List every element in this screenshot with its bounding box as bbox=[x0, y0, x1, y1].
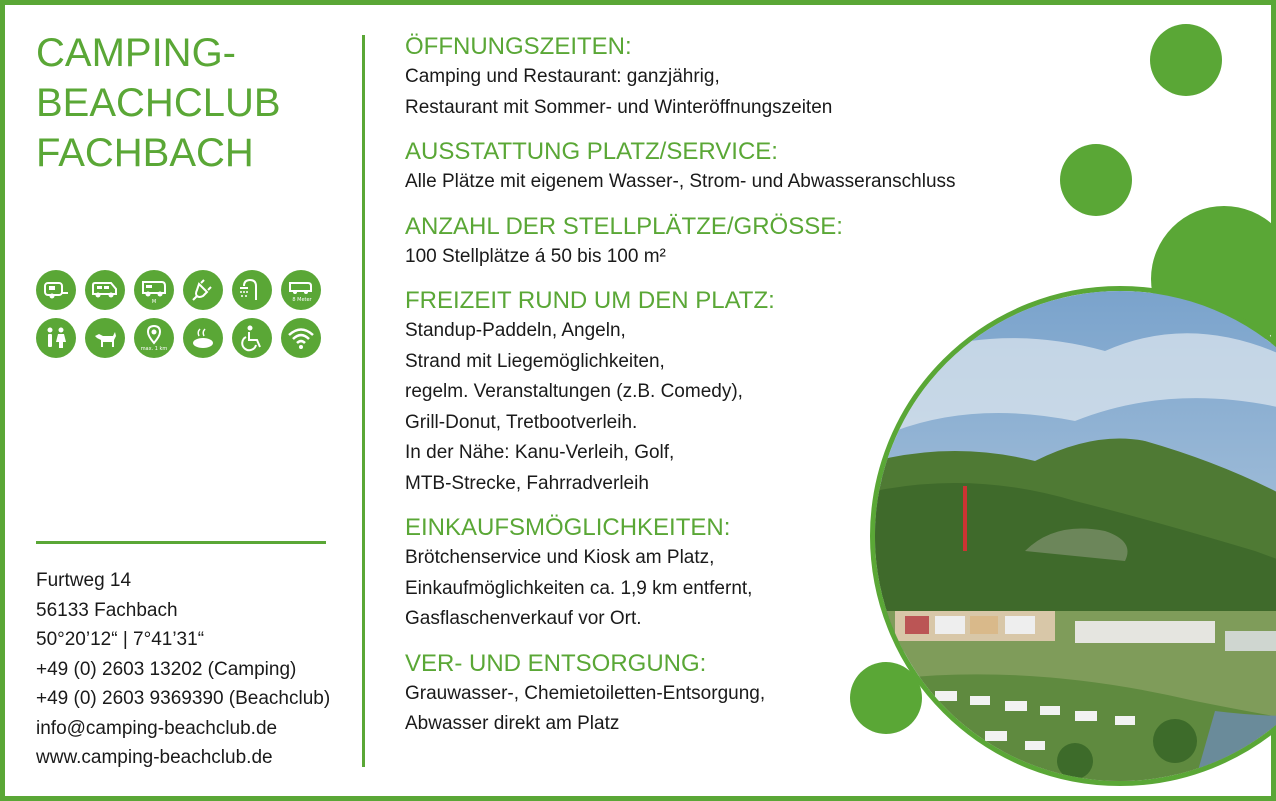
amenity-icon-row-2 bbox=[36, 318, 326, 358]
section-line: Strand mit Liegemöglichkeiten, bbox=[405, 350, 665, 372]
title-line-1: CAMPING- bbox=[36, 31, 236, 75]
address-city: 56133 Fachbach bbox=[36, 599, 178, 621]
section-line: Einkaufmöglichkeiten ca. 1,9 km entfernt, bbox=[405, 577, 753, 599]
address-coordinates: 50°20’12“ | 7°41’31“ bbox=[36, 629, 205, 650]
section-line: Grauwasser-, Chemietoiletten-Entsorgung, bbox=[405, 682, 766, 704]
section-line: Gasflaschenverkauf vor Ort. bbox=[405, 608, 642, 629]
section-line: Camping und Restaurant: ganzjährig, bbox=[405, 66, 720, 87]
power-plug-icon bbox=[183, 270, 223, 310]
camper-van-icon bbox=[85, 270, 125, 310]
amenity-icons bbox=[36, 270, 326, 366]
address-divider bbox=[36, 541, 326, 544]
section-pitches bbox=[405, 212, 965, 273]
decor-circle bbox=[850, 662, 922, 734]
dog-icon bbox=[85, 318, 125, 358]
section-heading: ÖFFNUNGSZEITEN: bbox=[405, 33, 632, 60]
section-line: Grill-Donut, Tretbootverleih. bbox=[405, 411, 638, 433]
section-line: Abwasser direkt am Platz bbox=[405, 713, 620, 734]
contact-block bbox=[36, 566, 356, 773]
decor-circle bbox=[1060, 144, 1132, 216]
section-line: regelm. Veranstaltungen (z.B. Comedy), bbox=[405, 381, 743, 402]
website-url: www.camping-beachclub.de bbox=[36, 747, 273, 768]
motorhome-icon bbox=[134, 270, 174, 310]
email-address: info@camping-beachclub.de bbox=[36, 717, 278, 739]
location-max-1km-icon bbox=[134, 318, 174, 358]
section-heading: EINKAUFSMÖGLICHKEITEN: bbox=[405, 514, 731, 541]
vehicle-length-8-meter-icon bbox=[281, 270, 321, 310]
section-line: In der Nähe: Kanu-Verleih, Golf, bbox=[405, 442, 675, 463]
section-line: Brötchenservice und Kiosk am Platz, bbox=[405, 547, 715, 568]
address-street: Furtweg 14 bbox=[36, 570, 132, 591]
icon-distance-label: max. 1 km bbox=[140, 346, 168, 352]
section-line: Standup-Paddeln, Angeln, bbox=[405, 320, 626, 341]
icon-length-label: 8 Meter bbox=[292, 297, 312, 303]
amenity-icon-row-1 bbox=[36, 270, 326, 310]
section-line: 100 Stellplätze á 50 bis 100 m² bbox=[405, 245, 666, 267]
title-line-3: FACHBACH bbox=[36, 131, 254, 175]
phone-camping: +49 (0) 2603 13202 (Camping) bbox=[36, 658, 297, 680]
shower-icon bbox=[232, 270, 272, 310]
page-title bbox=[36, 28, 336, 178]
toilets-icon bbox=[36, 318, 76, 358]
section-heading: ANZAHL DER STELLPLÄTZE/GRÖSSE: bbox=[405, 212, 843, 240]
info-sections bbox=[405, 32, 965, 754]
caravan-icon bbox=[36, 270, 76, 310]
section-heading: AUSSTATTUNG PLATZ/SERVICE: bbox=[405, 138, 778, 165]
section-heading: FREIZEIT RUND UM DEN PLATZ: bbox=[405, 287, 775, 314]
phone-beachclub: +49 (0) 2603 9369390 (Beachclub) bbox=[36, 688, 331, 709]
section-equipment bbox=[405, 137, 965, 198]
title-line-2: BEACHCLUB bbox=[36, 81, 281, 125]
section-line: Alle Plätze mit eigenem Wasser-, Strom- und Abwasseranschluss bbox=[405, 171, 956, 192]
food-icon bbox=[183, 318, 223, 358]
section-line: MTB-Strecke, Fahrradverleih bbox=[405, 472, 649, 494]
column-divider bbox=[362, 35, 365, 767]
wifi-icon bbox=[281, 318, 321, 358]
decor-circle bbox=[1150, 24, 1222, 96]
section-opening-hours bbox=[405, 32, 965, 123]
section-line: Restaurant mit Sommer- und Winteröffnungszeiten bbox=[405, 96, 833, 118]
section-heading: VER- UND ENTSORGUNG: bbox=[405, 649, 707, 677]
wheelchair-icon bbox=[232, 318, 272, 358]
svg-text:M: M bbox=[151, 299, 157, 305]
